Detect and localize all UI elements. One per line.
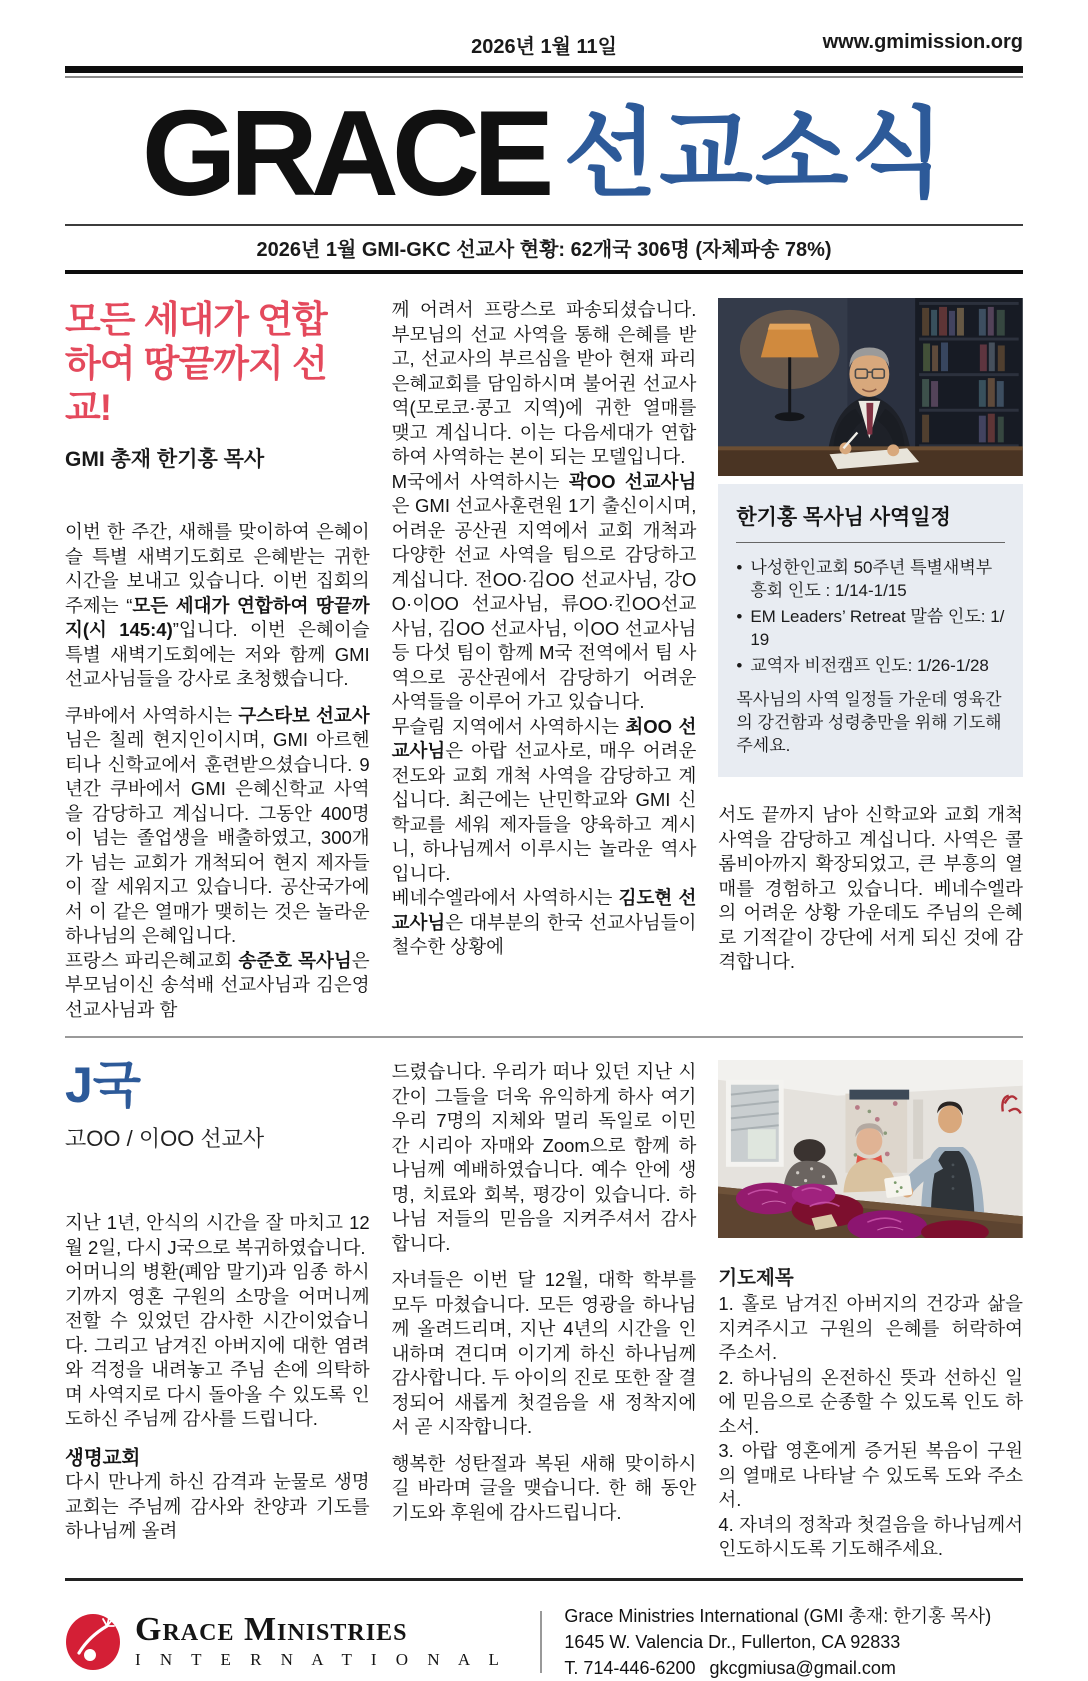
article2-title: J국 [65, 1057, 142, 1113]
gift-wrapping-photo [718, 1060, 1023, 1238]
masthead-grace: GRACE [141, 85, 548, 221]
schedule-item: • 교역자 비전캠프 인도: 1/26-1/28 [736, 654, 1005, 677]
issue-date: 2026년 1월 11일 [471, 36, 617, 58]
article1-byline: GMI 총재 한기홍 목사 [65, 448, 265, 471]
article1-col2 [392, 298, 697, 1022]
prayer-item: 4. 자녀의 정착과 첫걸음을 하나님께서 인도하시도록 기도해주세요. [718, 1513, 1024, 1559]
prayer-item: 3. 아랍 영혼에게 증거된 복음이 구원의 열매로 나타날 수 있도록 도와 주소서. [718, 1440, 1024, 1510]
article1-col3 [718, 298, 1023, 1022]
schedule-box [718, 484, 1023, 777]
gmi-logo-text [135, 1613, 506, 1670]
article2-col2-text: 드렸습니다. 우리가 떠나 있던 지난 시간이 그들을 더욱 유익하게 하사 여기 우리 7명의 지체와 멀리 독일로 이민 간 시리아 자매와 Zoom으로 함께 하나님께 예배하였습니다. 예수 안에 생명, 치료와 회복, 평강이 있습니다. 하나님 저들의 믿음을 지켜주셔서 감사합니다. 자녀들은 이번 달 12월, 대학 학부를 모두 마쳤습니다. 모든 영광을 하나님께 올려드리며, 지난 4년의 시간을 인내하며 견디며 이기게 하신 하나님께 감사합니다. 두 아이의 진로 또한 잘 결정되어 새롭게 첫걸음을 새 정착지에서 곧 시작합니다. 행복한 성탄절과 복된 새해 맞이하시길 바라며 글을 맺습니다. 한 해 동안 기도와 후원에 감사드립니다. [391, 1061, 697, 1523]
prayer-title: 기도제목 [718, 1267, 794, 1289]
footer-contact-info [564, 1603, 991, 1681]
article1-headline: 모든 세대가 연합 하여 땅끝까지 선교! [65, 299, 327, 428]
footer [65, 1581, 1023, 1681]
schedule-note: 목사님의 사역 일정들 가운데 영육간의 강건함과 성령충만을 위해 기도해주세요. [736, 690, 1002, 755]
schedule-title: 한기홍 목사님 사역일정 [736, 506, 951, 529]
article2-col1 [65, 1057, 370, 1562]
article2-col2 [392, 1060, 697, 1562]
article2-subhead: 생명교회 [65, 1446, 141, 1469]
masthead [65, 78, 1023, 224]
logo-international: I N T E R N A T I O N A L [135, 1650, 507, 1669]
article1-col3-text: 서도 끝까지 남아 신학교와 교회 개척 사역을 감당하고 계십니다. 사역은 콜롬비아까지 확장되었고, 큰 부흥의 열매를 경험하고 있습니다. 베네수엘라의 어려운 상황 가운데도 주님의 은혜로 기적같이 강단에 서게 되신 것에 감격합니다. [718, 804, 1024, 972]
schedule-item: • EM Leaders’ Retreat 말씀 인도: 1/19 [736, 605, 1005, 651]
masthead-ko: 선교소식 [563, 98, 947, 208]
article2-col3 [718, 1060, 1023, 1562]
logo-grace-ministries: Grace Ministries [135, 1611, 408, 1648]
article1-col1-text: 이번 한 주간, 새해를 맞이하여 은혜이슬 특별 새벽기도회로 은혜받는 귀한 시간을 보내고 있습니다. 이번 집회의 주제는 “모든 세대가 연합하여 땅끝까지(시 145:4)”입니다. 이번 은혜이슬 특별 새벽기도회에는 저와 함께 GMI 선교사님들을 강사로 초청했습니다. 쿠바에서 사역하시는 구스타보 선교사님은 칠레 현지인이시며, GMI 아르헨티나 신학교에서 훈련받으셨습니다. 9년간 쿠바에서 GMI 은혜신학교 사역을 감당하고 계십니다. 그동안 400명이 넘는 졸업생을 배출하였고, 300개가 넘는 교회가 개척되어 현지 제자들이 잘 세워지고 있습니다. 공산국가에서 이 같은 열매가 맺히는 것은 놀라운 하나님의 은혜입니다. 프랑스 파리은혜교회 송준호 목사님은 부모님이신 송석배 선교사님과 김은영 선교사님과 함 [65, 521, 370, 1020]
article2 [65, 1038, 1023, 1562]
footer-org-line: Grace Ministries International (GMI 총재: 한기홍 목사) [564, 1605, 992, 1626]
article1-col1 [65, 298, 370, 1022]
article2-byline: 고OO / 이OO 선교사 [65, 1126, 265, 1151]
gmi-logo-icon [65, 1613, 121, 1671]
footer-phone: T. 714-446-6200 [564, 1657, 696, 1678]
header-rule [65, 66, 1023, 78]
schedule-list [736, 556, 1005, 677]
top-bar [65, 30, 1023, 60]
article1-col2-text: 께 어려서 프랑스로 파송되셨습니다. 부모님의 선교 사역을 통해 은혜를 받고, 선교사의 부르심을 받아 현재 파리은혜교회를 담임하시며 불어권 선교사역(모로코·콩고 지역)에 귀한 열매를 맺고 계십니다. 이는 다음세대가 연합하여 사역하는 본이 되는 모델입니다. M국에서 사역하시는 곽OO 선교사님은 GMI 선교사훈련원 1기 출신이시며, 어려운 공산권 지역에서 교회 개척과 다양한 선교 사역을 팀으로 감당하고 계십니다. 전OO·김OO 선교사님, 강OO·이OO 선교사님, 류OO·킨OO선교사님, 김OO 선교사님, 이OO 선교사님 등 다섯 팀이 함께 M국 전역에서 팀 사역으로 공산권에서 감당하기 어려운 사역들을 이루어 가고 있습니다. 무슬림 지역에서 사역하시는 최OO 선교사님은 아랍 선교사로, 매우 어려운 전도와 교회 개척 사역을 감당하고 계십니다. 최근에는 난민학교와 GMI 신학교를 세워 제자들을 양육하고 계시니, 하나님께서 이루시는 놀라운 역사입니다. 베네수엘라에서 사역하시는 김도현 선교사님은 대부분의 한국 선교사님들이 철수한 상황에 [391, 299, 697, 957]
footer-address-line: 1645 W. Valencia Dr., Fullerton, CA 92833 [564, 1631, 901, 1652]
pastor-photo [718, 298, 1023, 476]
footer-email: gkcgmiusa@gmail.com [709, 1657, 896, 1678]
website-url: www.gmimission.org [822, 31, 1023, 53]
missionary-status-line: 2026년 1월 GMI-GKC 선교사 현황: 62개국 306명 (자체파송 78%) [256, 239, 832, 261]
prayer-item: 2. 하나님의 온전하신 뜻과 선하신 일에 믿음으로 순종할 수 있도록 인도 하소서. [718, 1366, 1024, 1437]
article1 [65, 274, 1023, 1022]
prayer-section [718, 1262, 1023, 1562]
schedule-title-underline [736, 542, 1005, 543]
footer-vertical-divider [540, 1611, 542, 1673]
article2-col1-text: 지난 1년, 안식의 시간을 잘 마치고 12월 2일, 다시 J국으로 복귀하였습니다. 어머니의 병환(폐암 말기)과 임종 하시기까지 영혼 구원의 소망을 어머니께 전할 수 있었던 감사한 시간이었습니다. 그리고 남겨진 아버지에 대한 염려와 걱정을 내려놓고 주님 손에 의탁하며 사역지로 다시 돌아올 수 있도록 인도하신 주님께 감사를 드립니다. 생명교회 다시 만나게 하신 감격과 눈물로 생명교회는 주님께 감사와 찬양과 기도를 하나님께 올려 [65, 1212, 370, 1541]
gmi-logo [65, 1613, 506, 1671]
prayer-item: 1. 홀로 남겨진 아버지의 건강과 삶을 지켜주시고 구원의 은혜를 허락하여 주소서. [718, 1293, 1024, 1363]
schedule-item: • 나성한인교회 50주년 특별새벽부흥회 인도 : 1/14-1/15 [736, 556, 1005, 602]
footer-contact-line [564, 1655, 991, 1681]
